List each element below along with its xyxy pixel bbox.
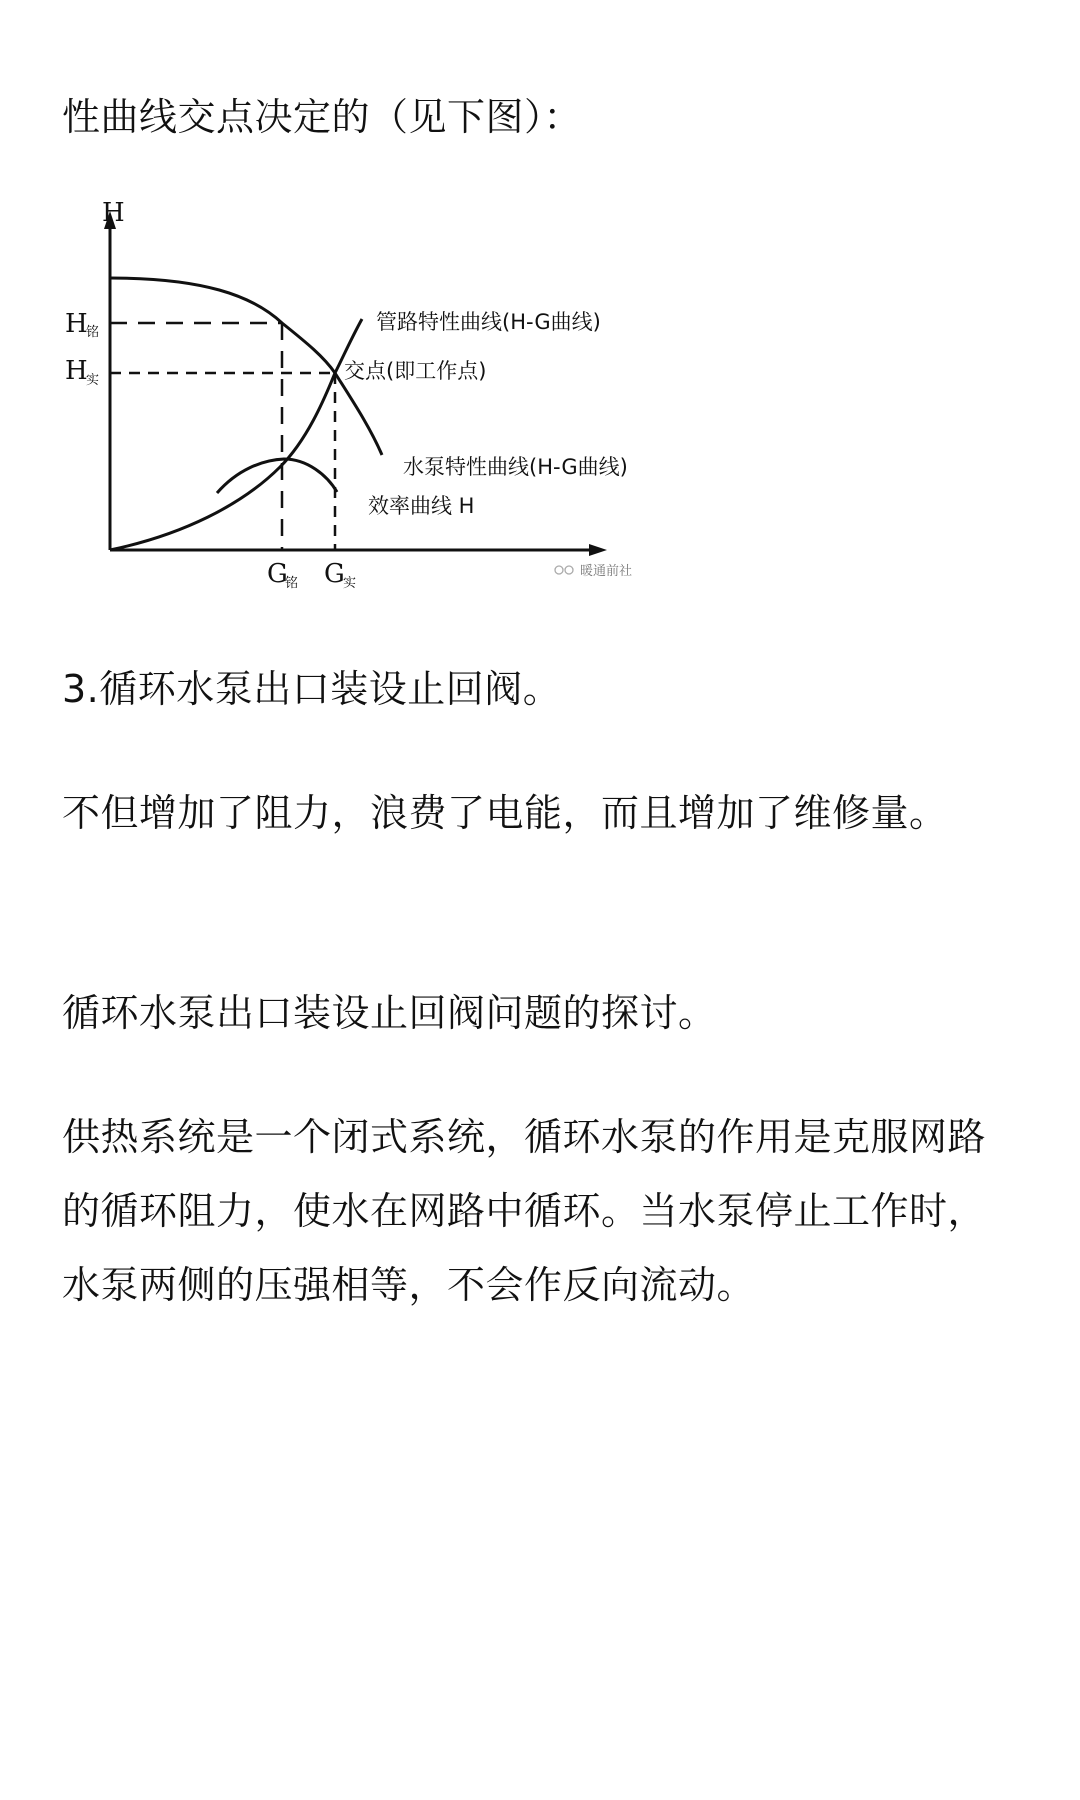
- x-axis-arrow: [589, 544, 607, 556]
- g-rated-sub: 铭: [285, 576, 299, 591]
- section-heading-3: 3.循环水泵出口装设止回阀。: [62, 667, 562, 711]
- intersection-label: 交点(即工作点): [344, 359, 487, 383]
- efficiency-curve: [217, 459, 337, 493]
- efficiency-curve-label: 效率曲线 H: [368, 494, 475, 518]
- watermark: [555, 563, 632, 579]
- watermark-text: 暖通前社: [580, 564, 633, 579]
- h-actual-label: H: [65, 356, 88, 386]
- g-rated-label: G: [267, 559, 288, 589]
- pipe-curve-label: 管路特性曲线(H-G曲线): [376, 310, 601, 334]
- h-rated-label: H: [65, 309, 88, 339]
- g-actual-label: G: [324, 559, 345, 589]
- watermark-icon: [555, 566, 563, 574]
- discussion-paragraph: 循环水泵出口装设止回阀问题的探讨。: [62, 991, 717, 1035]
- g-actual-sub: 实: [343, 576, 357, 591]
- closed-system-paragraph: 供热系统是一个闭式系统，循环水泵的作用是克服网路的循环阻力，使水在网路中循环。当水泵停止工作时，水泵两侧的压强相等，不会作反向流动。: [62, 1115, 987, 1307]
- pump-curve-label: 水泵特性曲线(H-G曲线): [403, 455, 628, 479]
- h-actual-sub: 实: [86, 373, 100, 388]
- pump-pipe-characteristic-figure: [62, 195, 662, 605]
- intro-paragraph: 性曲线交点决定的（见下图）：: [62, 95, 583, 139]
- h-rated-sub: 铭: [86, 325, 100, 340]
- pipe-characteristic-curve: [110, 319, 362, 550]
- pump-characteristic-curve: [110, 278, 382, 455]
- characteristic-curves-diagram: [62, 195, 662, 605]
- disadvantage-paragraph: 不但增加了阻力，浪费了电能，而且增加了维修量。: [62, 791, 948, 835]
- y-axis-label: H: [102, 198, 125, 228]
